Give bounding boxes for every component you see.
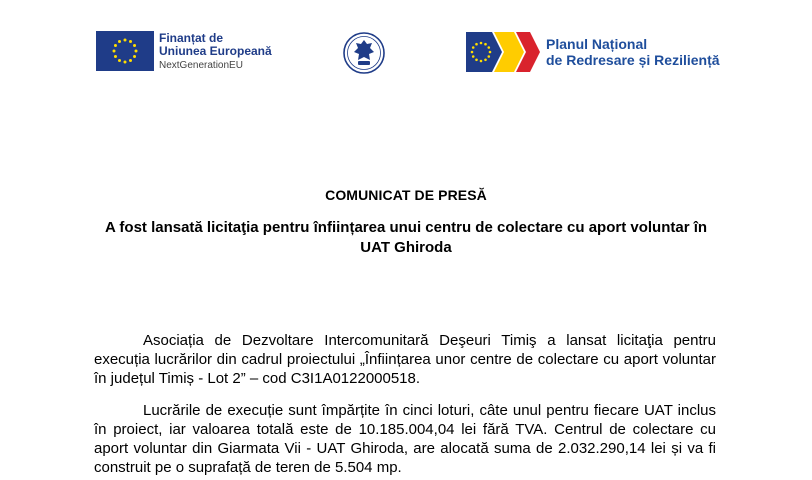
pnrr-logo <box>466 30 726 76</box>
pnrr-flag-icon <box>466 30 540 74</box>
pnrr-logo-line1: Planul Național <box>546 36 648 52</box>
eu-flag-icon <box>96 31 154 71</box>
romanian-government-seal-icon <box>343 32 385 74</box>
eu-logo-line3: NextGenerationEU <box>159 60 243 71</box>
eu-logo-line1: Finanțat de <box>159 31 224 45</box>
press-release-title: COMUNICAT DE PRESĂ <box>325 187 487 203</box>
body-paragraph: Lucrările de execuție sunt împărțite în cinci loturi, câte unul pentru fiecare UAT inclus în proiect, iar valoarea totală este de 10.185.004,04 lei fără TVA. Centrul de colectare cu aport voluntar din Giarmata Vii - UAT Ghiroda, are alocată suma de 2.032.290,14 lei și va fi construit pe o suprafață de teren de 5.504 mp. <box>94 402 716 476</box>
eu-logo-line2: Uniunea Europeană <box>159 44 272 58</box>
pnrr-logo-line2: de Redresare și Reziliență <box>546 52 720 68</box>
eu-funding-logo <box>96 31 276 75</box>
body-paragraph: Asociația de Dezvoltare Intercomunitară Deşeuri Timiş a lansat licitaţia pentru execuția lucrărilor din cadrul proiectului „Înființarea unor centre de colectare cu aport voluntar în județul Timiș - Lot 2” – cod C3I1A0122000518. <box>94 332 716 387</box>
press-release-headline: A fost lansată licitaţia pentru înființarea unui centru de colectare cu aport voluntar în UAT Ghiroda <box>104 219 708 256</box>
